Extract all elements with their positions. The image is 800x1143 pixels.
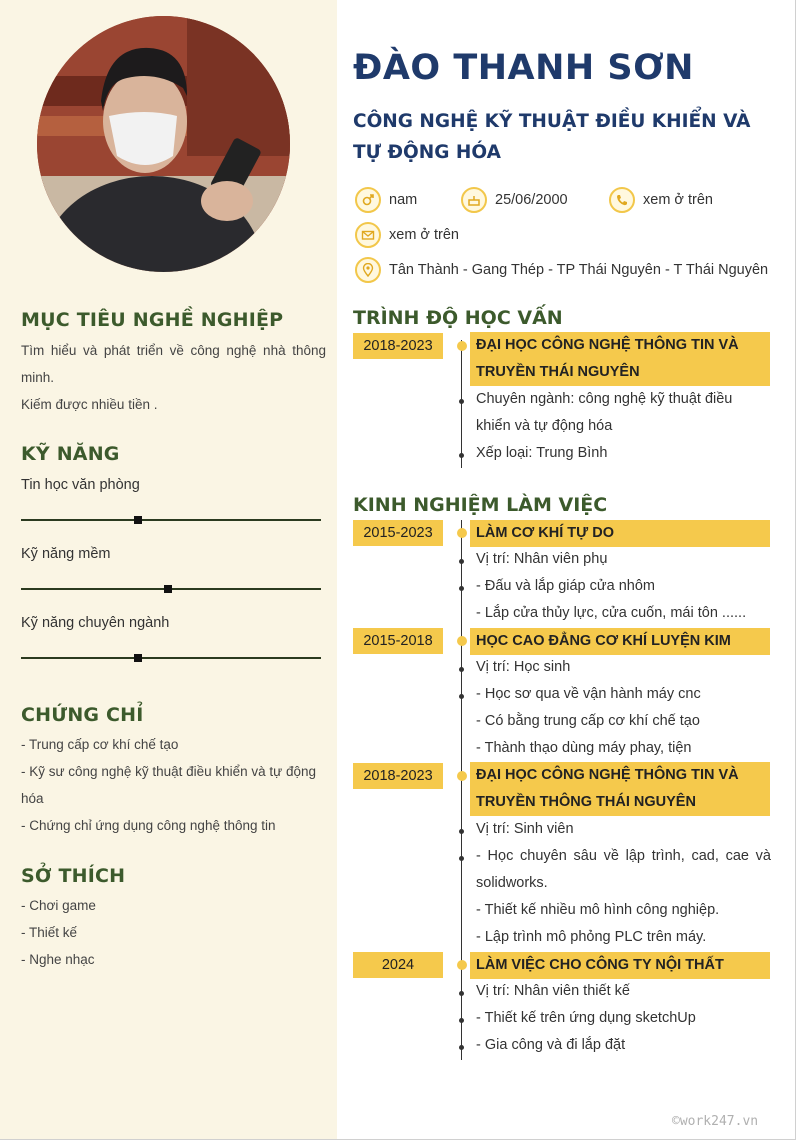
experience-year: 2024	[353, 952, 443, 978]
skill-item	[21, 477, 321, 493]
bullet-dot	[459, 453, 464, 458]
birthday-cake-icon	[461, 187, 487, 213]
gender-value: nam	[389, 192, 418, 208]
skill-name: Tin học văn phòng	[21, 477, 140, 493]
experience-detail: - Gia công và đi lắp đặt	[476, 1037, 626, 1053]
timeline-dot	[457, 528, 467, 538]
skill-name: Kỹ năng mềm	[21, 546, 111, 562]
skill-item	[21, 546, 321, 562]
education-heading: ĐẠI HỌC CÔNG NGHỆ THÔNG TIN VÀ TRUYỀN THÁI NGUYÊN	[470, 332, 770, 386]
education-timeline	[461, 340, 462, 468]
skill-level-marker	[134, 654, 142, 662]
experience-detail: - Lắp cửa thủy lực, cửa cuốn, mái tôn ......	[476, 605, 747, 621]
address-info	[355, 257, 768, 283]
avatar-illustration	[37, 16, 290, 272]
gender-icon	[355, 187, 381, 213]
hobby-line: - Chơi game	[21, 898, 96, 913]
experience-detail: - Thiết kế nhiều mô hình công nghiệp.	[476, 902, 720, 918]
skills-section	[21, 443, 326, 465]
skill-bar	[21, 519, 321, 521]
certificates-title: CHỨNG CHỈ	[21, 704, 144, 726]
objective-line: Kiếm được nhiều tiền .	[21, 397, 158, 412]
phone-info	[609, 187, 713, 213]
avatar-photo	[37, 16, 290, 272]
experience-detail: - Thành thạo dùng máy phay, tiện	[476, 740, 692, 756]
skills-title: KỸ NĂNG	[21, 443, 120, 465]
experience-detail: Vị trí: Sinh viên	[476, 821, 574, 837]
gender-info	[355, 187, 417, 213]
experience-title: KINH NGHIỆM LÀM VIỆC	[353, 494, 608, 516]
skill-name: Kỹ năng chuyên ngành	[21, 615, 170, 631]
education-detail: Xếp loại: Trung Bình	[476, 445, 608, 461]
hobbies-title: SỞ THÍCH	[21, 865, 126, 887]
experience-detail: - Thiết kế trên ứng dụng sketchUp	[476, 1010, 696, 1026]
experience-heading: HỌC CAO ĐẲNG CƠ KHÍ LUYỆN KIM	[470, 628, 770, 655]
hobby-line: - Thiết kế	[21, 925, 78, 940]
experience-detail: - Có bằng trung cấp cơ khí chế tạo	[476, 713, 700, 729]
experience-year: 2015-2018	[353, 628, 443, 654]
candidate-position: CÔNG NGHỆ KỸ THUẬT ĐIỀU KHIỂN VÀ TỰ ĐỘNG HÓA	[353, 111, 751, 163]
experience-detail: Vị trí: Học sinh	[476, 659, 571, 675]
email-info	[355, 222, 459, 248]
skill-level-marker	[164, 585, 172, 593]
email-value: xem ở trên	[389, 227, 459, 243]
bullet-dot	[459, 667, 464, 672]
map-pin-icon	[355, 257, 381, 283]
experience-year: 2015-2023	[353, 520, 443, 546]
address-value: Tân Thành - Gang Thép - TP Thái Nguyên - T Thái Nguyên	[389, 262, 769, 278]
certificates-section	[21, 704, 326, 839]
bullet-dot	[459, 694, 464, 699]
experience-timeline	[461, 520, 462, 1060]
experience-detail: Vị trí: Nhân viên thiết kế	[476, 983, 630, 999]
skill-bar	[21, 588, 321, 590]
hobby-line: - Nghe nhạc	[21, 952, 95, 967]
watermark: ©work247.vn	[672, 1114, 759, 1129]
bullet-dot	[459, 399, 464, 404]
timeline-dot	[457, 960, 467, 970]
birthday-value: 25/06/2000	[495, 192, 568, 208]
education-title: TRÌNH ĐỘ HỌC VẤN	[353, 307, 563, 329]
experience-heading: LÀM CƠ KHÍ TỰ DO	[470, 520, 770, 547]
candidate-name: ĐÀO THANH SƠN	[353, 48, 694, 88]
objective-line: Tìm hiểu và phát triển về công nghệ nhà thông minh.	[21, 343, 326, 385]
skill-level-marker	[134, 516, 142, 524]
email-icon	[355, 222, 381, 248]
certificate-line: - Trung cấp cơ khí chế tạo	[21, 737, 179, 752]
skill-bar	[21, 657, 321, 659]
certificate-line: - Chứng chỉ ứng dụng công nghệ thông tin	[21, 818, 276, 833]
experience-detail: - Học sơ qua về vận hành máy cnc	[476, 686, 701, 702]
objective-title: MỤC TIÊU NGHỀ NGHIỆP	[21, 309, 284, 331]
sidebar	[0, 0, 337, 1140]
bullet-dot	[459, 586, 464, 591]
phone-icon	[609, 187, 635, 213]
skill-item	[21, 615, 321, 631]
certificate-line: - Kỹ sư công nghệ kỹ thuật điều khiển và tự động hóa	[21, 764, 317, 806]
experience-detail: - Lập trình mô phỏng PLC trên máy.	[476, 929, 707, 945]
education-year: 2018-2023	[353, 333, 443, 359]
hobbies-section	[21, 865, 326, 973]
timeline-dot	[457, 771, 467, 781]
bullet-dot	[459, 829, 464, 834]
experience-detail: - Đấu và lắp giáp cửa nhôm	[476, 578, 655, 594]
timeline-dot	[457, 636, 467, 646]
experience-detail: Vị trí: Nhân viên phụ	[476, 551, 608, 567]
experience-year: 2018-2023	[353, 763, 443, 789]
experience-detail: - Học chuyên sâu về lập trình, cad, cae và solidworks.	[476, 848, 771, 891]
bullet-dot	[459, 1045, 464, 1050]
objective-section	[21, 309, 326, 418]
bullet-dot	[459, 856, 464, 861]
education-detail: Chuyên ngành: công nghệ kỹ thuật điều khiển và tự động hóa	[476, 391, 733, 434]
bullet-dot	[459, 559, 464, 564]
phone-value: xem ở trên	[643, 192, 713, 208]
timeline-dot	[457, 341, 467, 351]
birthday-info	[461, 187, 568, 213]
experience-heading: ĐẠI HỌC CÔNG NGHỆ THÔNG TIN VÀ TRUYỀN THÔNG THÁI NGUYÊN	[470, 762, 770, 816]
experience-heading: LÀM VIỆC CHO CÔNG TY NỘI THẤT	[470, 952, 770, 979]
bullet-dot	[459, 1018, 464, 1023]
bullet-dot	[459, 991, 464, 996]
